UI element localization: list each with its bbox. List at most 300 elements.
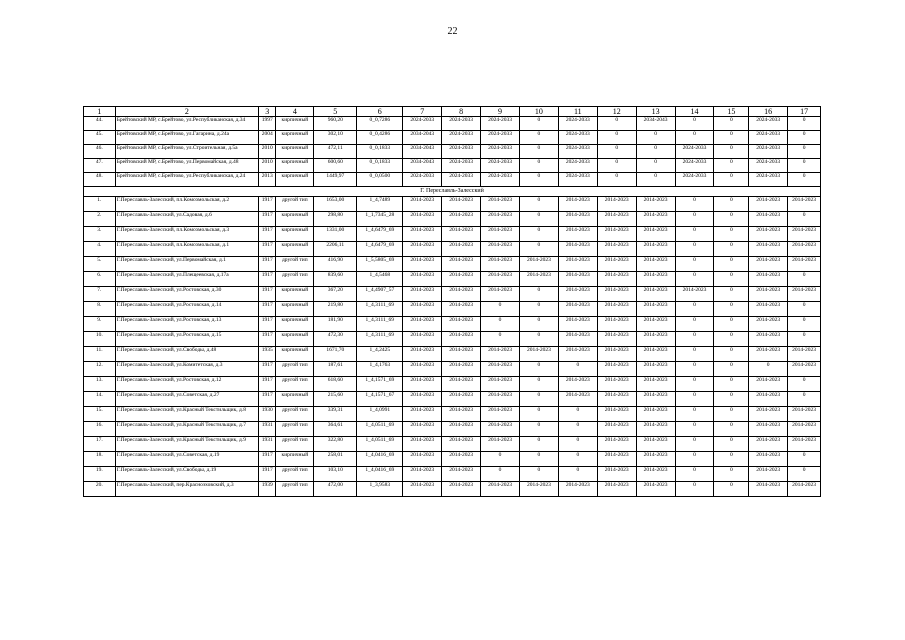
table-cell: 0	[675, 422, 714, 437]
table-cell: 2014-2023	[749, 347, 788, 362]
table-cell: кирпичный	[276, 302, 314, 317]
table-cell: 2014-2023	[749, 227, 788, 242]
table-cell: 2014-2023	[749, 467, 788, 482]
table-cell: 2014-2023	[403, 212, 442, 227]
table-cell: 2014-2023	[481, 482, 520, 497]
address-cell: Г.Переславль-Залесский, ул.Красный Текстильщик, д.8	[115, 407, 258, 422]
table-cell: 0	[714, 212, 749, 227]
table-cell: 0	[558, 467, 597, 482]
table-cell: 2014-2023	[597, 482, 636, 497]
table-cell: 2014-2023	[442, 242, 481, 257]
table-cell: 2014-2023	[403, 272, 442, 287]
column-number-cell: 2	[115, 107, 258, 117]
table-cell: 0	[519, 242, 558, 257]
table-cell: 0	[675, 302, 714, 317]
table-cell: 0	[788, 467, 821, 482]
address-cell: Г.Переславль-Залесский, ул.Красный Текстильщик, д.7	[115, 422, 258, 437]
table-cell: 0	[788, 377, 821, 392]
table-cell: 2014-2023	[442, 422, 481, 437]
table-cell: 17.	[84, 437, 116, 452]
table-cell: 2024-2033	[558, 117, 597, 131]
table-cell: 0	[788, 117, 821, 131]
table-cell: 2024-2033	[558, 159, 597, 173]
table-cell: 0	[714, 272, 749, 287]
table-cell: 2034-2043	[636, 117, 675, 131]
table-row	[84, 117, 821, 131]
table-cell: 0	[597, 117, 636, 131]
table-cell: 2034-2043	[403, 131, 442, 145]
table-cell: 0	[788, 452, 821, 467]
table-cell: 2014-2023	[597, 257, 636, 272]
table-cell: 44.	[84, 117, 116, 131]
table-cell: 0	[519, 173, 558, 187]
table-cell: 14.	[84, 392, 116, 407]
table-cell: 2014-2023	[403, 362, 442, 377]
table-cell: 2024-2033	[481, 117, 520, 131]
table-cell: 2014-2023	[636, 302, 675, 317]
table-row	[84, 437, 821, 452]
section-title: Г. Переславль-Залесский	[84, 187, 821, 197]
table-cell: 2014-2023	[558, 332, 597, 347]
table-cell: 2014-2023	[788, 407, 821, 422]
table-cell: 1_4,3111_69	[357, 317, 403, 332]
table-cell: 2014-2023	[403, 392, 442, 407]
table-cell: 2014-2023	[597, 377, 636, 392]
table-cell: 1917	[259, 362, 276, 377]
table-cell: 6.	[84, 272, 116, 287]
table-cell: 2024-2033	[481, 159, 520, 173]
table-cell: 1917	[259, 317, 276, 332]
column-number-cell: 16	[749, 107, 788, 117]
table-cell: 2014-2023	[558, 377, 597, 392]
table-cell: кирпичный	[276, 242, 314, 257]
table-cell: 48.	[84, 173, 116, 187]
table-cell: 0	[714, 317, 749, 332]
table-cell: 0	[788, 302, 821, 317]
table-cell: 20.	[84, 482, 116, 497]
table-cell: 472,11	[314, 145, 357, 159]
table-cell: 2014-2023	[749, 197, 788, 212]
address-cell: Г.Переславль-Залесский, ул.Ростовская, д.15	[115, 332, 258, 347]
table-cell: 2014-2023	[519, 347, 558, 362]
table-cell: 0	[714, 452, 749, 467]
table-cell: 1917	[259, 332, 276, 347]
address-cell: Г.Переславль-Залесский, ул.Советская, д.19	[115, 452, 258, 467]
table-cell: 2014-2023	[481, 197, 520, 212]
table-cell: 2014-2023	[636, 317, 675, 332]
table-cell: 103,10	[314, 467, 357, 482]
table-cell: 2014-2023	[597, 197, 636, 212]
table-cell: 1_4,0416_69	[357, 467, 403, 482]
table-cell: 2024-2033	[675, 159, 714, 173]
column-number-cell: 10	[519, 107, 558, 117]
table-cell: 1_4,3111_69	[357, 332, 403, 347]
table-cell: 2014-2023	[442, 272, 481, 287]
table-cell: 19.	[84, 467, 116, 482]
table-cell: 1_4,3111_69	[357, 302, 403, 317]
table-cell: 2014-2023	[636, 332, 675, 347]
table-cell: кирпичный	[276, 212, 314, 227]
address-cell: Г.Переславль-Залесский, ул.Ростовская, д.30	[115, 287, 258, 302]
table-cell: 2024-2033	[749, 117, 788, 131]
column-number-cell: 17	[788, 107, 821, 117]
table-cell: 1.	[84, 197, 116, 212]
address-cell: Г.Переславль-Залесский, пер.Красноэховский, д.3	[115, 482, 258, 497]
table-row	[84, 173, 821, 187]
section-row	[84, 187, 821, 197]
table-cell: 1_4,7489	[357, 197, 403, 212]
table-cell: другой тип	[276, 482, 314, 497]
table-cell: 1917	[259, 212, 276, 227]
table-cell: 1917	[259, 257, 276, 272]
table-cell: 0	[675, 362, 714, 377]
table-cell: 1_4,2425	[357, 347, 403, 362]
column-number-cell: 9	[481, 107, 520, 117]
table-cell: 2010	[259, 145, 276, 159]
table-cell: 2014-2023	[636, 482, 675, 497]
table-cell: 2014-2023	[403, 377, 442, 392]
table-cell: 2014-2023	[403, 317, 442, 332]
table-row	[84, 467, 821, 482]
table-cell: 2014-2023	[442, 197, 481, 212]
table-cell: 0	[519, 407, 558, 422]
table-row	[84, 377, 821, 392]
table-cell: 0	[519, 212, 558, 227]
table-cell: 0	[675, 377, 714, 392]
table-cell: 1_4,6479_69	[357, 227, 403, 242]
table-cell: 2014-2023	[788, 482, 821, 497]
table-cell: 2014-2023	[788, 227, 821, 242]
table-cell: 0	[714, 145, 749, 159]
table-cell: 364,61	[314, 422, 357, 437]
table-cell: 1917	[259, 272, 276, 287]
table-cell: 0	[714, 362, 749, 377]
table-cell: 2014-2023	[442, 362, 481, 377]
table-cell: 2014-2023	[442, 257, 481, 272]
table-cell: 2013	[259, 173, 276, 187]
table-cell: 11.	[84, 347, 116, 362]
table-cell: 2024-2033	[442, 117, 481, 131]
table-cell: 2024-2033	[749, 145, 788, 159]
address-cell: Г.Переславль-Залесский, ул.Садовая, д.6	[115, 212, 258, 227]
table-cell: 0	[788, 212, 821, 227]
table-row	[84, 227, 821, 242]
table-cell: 0	[714, 407, 749, 422]
table-cell: 0	[714, 392, 749, 407]
table-cell: 0	[714, 302, 749, 317]
table-cell: 2014-2023	[749, 317, 788, 332]
table-cell: 2034-2043	[403, 145, 442, 159]
table-cell: 0	[675, 407, 714, 422]
table-cell: 187,61	[314, 362, 357, 377]
table-cell: 0	[636, 145, 675, 159]
table-row	[84, 131, 821, 145]
table-cell: 2014-2023	[636, 287, 675, 302]
table-cell: 0	[714, 227, 749, 242]
column-number-cell: 5	[314, 107, 357, 117]
table-cell: 0	[788, 392, 821, 407]
table-cell: 2014-2023	[788, 437, 821, 452]
table-cell: 1_5,5805_69	[357, 257, 403, 272]
table-cell: кирпичный	[276, 227, 314, 242]
table-cell: другой тип	[276, 437, 314, 452]
address-cell: Брейтовский МР, с.Брейтово, ул.Республиканская, д.24	[115, 173, 258, 187]
table-cell: 2014-2023	[403, 242, 442, 257]
table-cell: 0	[675, 257, 714, 272]
table-cell: 2014-2023	[636, 227, 675, 242]
table-cell: 15.	[84, 407, 116, 422]
table-row	[84, 422, 821, 437]
table-cell: 0	[675, 467, 714, 482]
table-cell: 0	[714, 159, 749, 173]
table-cell: 2014-2023	[481, 272, 520, 287]
table-cell: 2014-2023	[481, 437, 520, 452]
table-cell: 0	[481, 332, 520, 347]
table-cell: 0	[519, 467, 558, 482]
page-number: 22	[447, 26, 458, 37]
table-cell: 2024-2033	[442, 145, 481, 159]
table-cell: 2014-2023	[558, 347, 597, 362]
table-cell: 2014-2023	[636, 377, 675, 392]
table-cell: 2014-2023	[749, 392, 788, 407]
table-cell: 2014-2023	[788, 287, 821, 302]
table-cell: 2014-2023	[636, 437, 675, 452]
table-cell: 0	[675, 437, 714, 452]
table-cell: 0	[675, 117, 714, 131]
table-cell: 2014-2023	[788, 257, 821, 272]
column-number-cell: 3	[259, 107, 276, 117]
table-cell: 2014-2023	[442, 287, 481, 302]
table-cell: 0	[675, 347, 714, 362]
table-cell: 0	[519, 197, 558, 212]
table-cell: 9.	[84, 317, 116, 332]
table-cell: 0	[714, 173, 749, 187]
table-cell: 1917	[259, 392, 276, 407]
table-cell: 1_4,0991	[357, 407, 403, 422]
table-cell: 2014-2023	[749, 332, 788, 347]
column-number-cell: 7	[403, 107, 442, 117]
table-cell: 2014-2023	[558, 212, 597, 227]
table-cell: 2024-2033	[558, 145, 597, 159]
table-cell: 2014-2023	[519, 272, 558, 287]
table-cell: 1_4,0416_69	[357, 452, 403, 467]
table-cell: 2014-2023	[442, 377, 481, 392]
table-cell: 960,20	[314, 117, 357, 131]
table-cell: 1_4,6479_69	[357, 242, 403, 257]
table-cell: 2014-2023	[442, 437, 481, 452]
table-cell: 2014-2023	[442, 332, 481, 347]
table-cell: 16.	[84, 422, 116, 437]
table-cell: 2014-2023	[481, 347, 520, 362]
table-cell: 367,20	[314, 287, 357, 302]
table-cell: 2014-2023	[558, 242, 597, 257]
table-row	[84, 347, 821, 362]
table-cell: 0	[714, 197, 749, 212]
table-cell: 0	[519, 145, 558, 159]
table-cell: 0	[519, 287, 558, 302]
table-cell: 0	[788, 272, 821, 287]
table-cell: 2014-2023	[636, 407, 675, 422]
address-cell: Г.Переславль-Залесский, ул.Советская, д.27	[115, 392, 258, 407]
table-cell: 1_4,0511_69	[357, 437, 403, 452]
table-cell: 0	[714, 131, 749, 145]
table-cell: 2014-2023	[442, 347, 481, 362]
address-cell: Г.Переславль-Залесский, ул.Красный Текстильщик, д.9	[115, 437, 258, 452]
column-number-cell: 8	[442, 107, 481, 117]
table-cell: 2034-2043	[403, 159, 442, 173]
table-cell: 7.	[84, 287, 116, 302]
table-cell: 2014-2023	[788, 347, 821, 362]
table-cell: 2014-2023	[597, 227, 636, 242]
table-cell: 2014-2023	[403, 467, 442, 482]
table-cell: 2014-2023	[636, 362, 675, 377]
table-cell: кирпичный	[276, 159, 314, 173]
address-cell: Брейтовский МР, с.Брейтово, ул.Гагарина, д.24а	[115, 131, 258, 145]
table-cell: 0	[788, 332, 821, 347]
table-cell: 2014-2023	[636, 422, 675, 437]
table-cell: 2014-2023	[403, 302, 442, 317]
table-cell: 0	[714, 287, 749, 302]
table-cell: 0	[597, 173, 636, 187]
table-cell: 2014-2023	[597, 407, 636, 422]
table-cell: 181,90	[314, 317, 357, 332]
table-cell: 2014-2023	[636, 452, 675, 467]
table-cell: 2014-2023	[442, 407, 481, 422]
table-cell: 2014-2023	[788, 422, 821, 437]
table-row	[84, 242, 821, 257]
table-cell: 1_4,0511_69	[357, 422, 403, 437]
table-cell: 2014-2023	[442, 317, 481, 332]
table-cell: 2024-2033	[442, 159, 481, 173]
table-cell: 2014-2023	[558, 197, 597, 212]
table-cell: 2014-2023	[636, 272, 675, 287]
table-cell: 2024-2033	[675, 173, 714, 187]
table-cell: другой тип	[276, 467, 314, 482]
table-cell: 2024-2033	[558, 173, 597, 187]
table-cell: 2014-2023	[597, 467, 636, 482]
table-cell: 2014-2023	[403, 347, 442, 362]
table-cell: 2014-2023	[403, 227, 442, 242]
address-cell: Г.Переславль-Залесский, пл.Комсомольская, д.1	[115, 242, 258, 257]
table-cell: 0	[675, 392, 714, 407]
table-cell: кирпичный	[276, 392, 314, 407]
table-cell: 2014-2023	[558, 272, 597, 287]
table-cell: 0	[481, 317, 520, 332]
table-cell: 2024-2033	[481, 131, 520, 145]
table-cell: 2024-2033	[558, 131, 597, 145]
table-cell: 2014-2023	[442, 302, 481, 317]
table-cell: 2014-2023	[636, 212, 675, 227]
table-cell: кирпичный	[276, 332, 314, 347]
table-cell: 2014-2023	[749, 212, 788, 227]
table-cell: 0	[519, 392, 558, 407]
table-row	[84, 287, 821, 302]
table-cell: 2014-2023	[442, 452, 481, 467]
table-cell: 2014-2023	[597, 317, 636, 332]
table-cell: 2014-2023	[597, 347, 636, 362]
table-cell: 5.	[84, 257, 116, 272]
table-cell: 2024-2033	[403, 117, 442, 131]
table-cell: 2014-2023	[788, 197, 821, 212]
column-number-cell: 11	[558, 107, 597, 117]
table-row	[84, 317, 821, 332]
table-cell: 0	[714, 117, 749, 131]
table-cell: 339,31	[314, 407, 357, 422]
table-cell: 215,60	[314, 392, 357, 407]
table-cell: другой тип	[276, 422, 314, 437]
table-cell: 47.	[84, 159, 116, 173]
table-cell: 1917	[259, 302, 276, 317]
table-cell: 2014-2023	[481, 377, 520, 392]
table-cell: 0	[519, 131, 558, 145]
table-cell: другой тип	[276, 257, 314, 272]
table-cell: 45.	[84, 131, 116, 145]
table-cell: 2014-2023	[481, 287, 520, 302]
table-cell: 1449,97	[314, 173, 357, 187]
table-row	[84, 392, 821, 407]
table-cell: 1_4,1571_67	[357, 392, 403, 407]
table-cell: 0	[519, 422, 558, 437]
table-cell: 2014-2023	[403, 197, 442, 212]
table-cell: 0	[714, 347, 749, 362]
table-cell: 1_4,4907_57	[357, 287, 403, 302]
table-cell: 2014-2023	[558, 317, 597, 332]
table-cell: 2014-2023	[558, 257, 597, 272]
table-cell: 0	[675, 272, 714, 287]
table-cell: кирпичный	[276, 347, 314, 362]
table-row	[84, 257, 821, 272]
table-cell: 0	[597, 131, 636, 145]
address-cell: Брейтовский МР, с.Брейтово, ул.Республиканская, д.34	[115, 117, 258, 131]
table-cell: 2014-2023	[749, 377, 788, 392]
address-cell: Брейтовский МР, с.Брейтово, ул.Строительная, д.5а	[115, 145, 258, 159]
table-cell: 2014-2023	[788, 242, 821, 257]
table-cell: 1917	[259, 227, 276, 242]
table-cell: 0	[519, 437, 558, 452]
table-cell: 0	[519, 302, 558, 317]
table-cell: 0	[714, 467, 749, 482]
table-cell: 2014-2023	[636, 257, 675, 272]
table-row	[84, 482, 821, 497]
table-cell: 0	[519, 227, 558, 242]
table-cell: 0	[481, 467, 520, 482]
table-cell: 2024-2033	[442, 131, 481, 145]
table-cell: другой тип	[276, 377, 314, 392]
table-cell: 0	[558, 362, 597, 377]
address-cell: Г.Переславль-Залесский, ул.Ростовская, д.14	[115, 302, 258, 317]
table-cell: 2014-2023	[558, 227, 597, 242]
table-cell: 0	[519, 362, 558, 377]
table-cell: 1939	[259, 482, 276, 497]
table-cell: 2014-2023	[481, 362, 520, 377]
table-row	[84, 407, 821, 422]
table-cell: 0	[714, 482, 749, 497]
table-cell: 0_0,0500	[357, 173, 403, 187]
table-cell: 1931	[259, 422, 276, 437]
table-cell: 2014-2023	[597, 437, 636, 452]
column-number-cell: 15	[714, 107, 749, 117]
table-cell: 2014-2023	[481, 242, 520, 257]
column-number-cell: 1	[84, 107, 116, 117]
table-cell: 0	[788, 173, 821, 187]
table-cell: кирпичный	[276, 287, 314, 302]
table-cell: 2014-2023	[597, 422, 636, 437]
table-cell: 2014-2023	[403, 407, 442, 422]
table-cell: 0	[714, 422, 749, 437]
table-cell: 2014-2023	[749, 407, 788, 422]
table-cell: 2014-2023	[597, 287, 636, 302]
table-cell: 2014-2023	[442, 227, 481, 242]
